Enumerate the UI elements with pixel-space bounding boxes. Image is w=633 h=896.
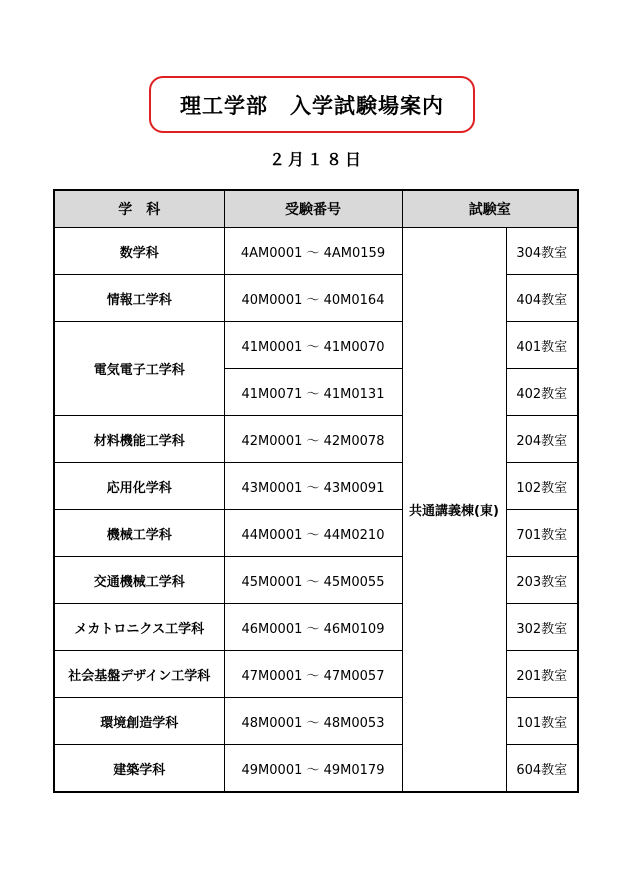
table-row [54, 228, 578, 275]
department-cell: 建築学科 [54, 745, 224, 793]
exam-range-cell: 48M0001 ～ 48M0053 [224, 698, 402, 745]
exam-range-cell: 43M0001 ～ 43M0091 [224, 463, 402, 510]
exam-range-cell: 41M0001 ～ 41M0070 [224, 322, 402, 369]
room-cell: 401教室 [506, 322, 578, 369]
exam-range-cell: 45M0001 ～ 45M0055 [224, 557, 402, 604]
exam-range-cell: 47M0001 ～ 47M0057 [224, 651, 402, 698]
department-cell: 交通機械工学科 [54, 557, 224, 604]
room-cell: 203教室 [506, 557, 578, 604]
exam-range-cell: 46M0001 ～ 46M0109 [224, 604, 402, 651]
department-cell: 応用化学科 [54, 463, 224, 510]
building-cell: 共通講義棟(東) [402, 228, 506, 793]
exam-range-cell: 42M0001 ～ 42M0078 [224, 416, 402, 463]
exam-range-cell: 49M0001 ～ 49M0179 [224, 745, 402, 793]
department-cell: 情報工学科 [54, 275, 224, 322]
header-room: 試験室 [402, 190, 578, 228]
exam-range-cell: 4AM0001 ～ 4AM0159 [224, 228, 402, 275]
department-cell: 機械工学科 [54, 510, 224, 557]
exam-date: ２月１８日 [268, 150, 364, 169]
department-cell: 材料機能工学科 [54, 416, 224, 463]
table-header-row [54, 190, 578, 228]
room-cell: 102教室 [506, 463, 578, 510]
department-cell: 社会基盤デザイン工学科 [54, 651, 224, 698]
exam-range-cell: 40M0001 ～ 40M0164 [224, 275, 402, 322]
header-exam-numbers: 受験番号 [224, 190, 402, 228]
department-cell: 環境創造学科 [54, 698, 224, 745]
room-cell: 304教室 [506, 228, 578, 275]
exam-range-cell: 44M0001 ～ 44M0210 [224, 510, 402, 557]
room-cell: 404教室 [506, 275, 578, 322]
room-cell: 402教室 [506, 369, 578, 416]
page-title: 理工学部 入学試験場案内 [149, 76, 475, 133]
header-department: 学 科 [54, 190, 224, 228]
department-cell: 電気電子工学科 [54, 322, 224, 416]
room-cell: 604教室 [506, 745, 578, 793]
exam-range-cell: 41M0071 ～ 41M0131 [224, 369, 402, 416]
room-cell: 701教室 [506, 510, 578, 557]
room-cell: 101教室 [506, 698, 578, 745]
room-cell: 201教室 [506, 651, 578, 698]
exam-room-table [53, 189, 579, 793]
room-cell: 204教室 [506, 416, 578, 463]
room-cell: 302教室 [506, 604, 578, 651]
department-cell: メカトロニクス工学科 [54, 604, 224, 651]
department-cell: 数学科 [54, 228, 224, 275]
